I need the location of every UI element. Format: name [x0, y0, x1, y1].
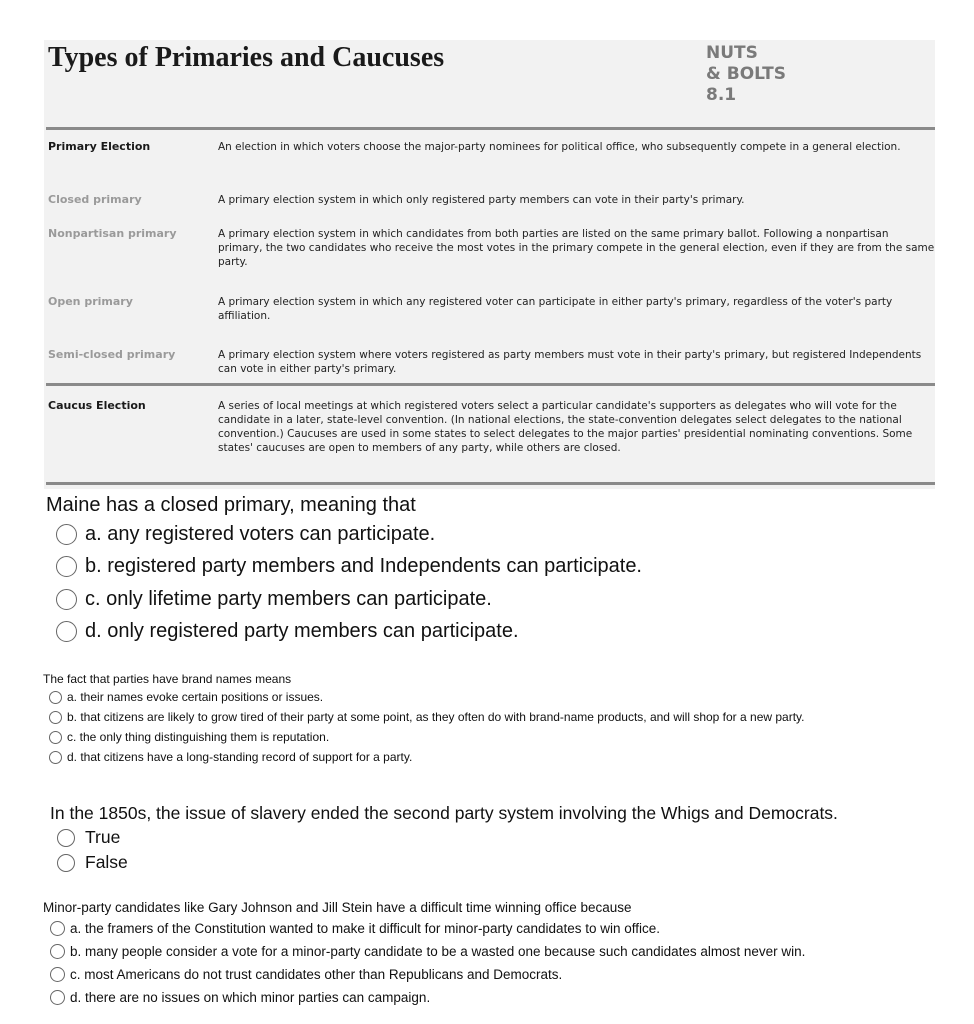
term-definition: An election in which voters choose the major-party nominees for political office, who subsequently compete in a general election. — [218, 141, 901, 153]
answer-option-c[interactable] — [43, 963, 805, 986]
term-label: Caucus Election — [48, 399, 146, 412]
option-label: a. their names evoke certain positions or issues. — [67, 690, 324, 704]
option-label: b. registered party members and Independents can participate. — [85, 555, 642, 578]
option-label: d. only registered party members can participate. — [85, 620, 519, 643]
answer-option-a[interactable] — [43, 917, 805, 940]
answer-option-b[interactable] — [43, 707, 804, 727]
divider — [46, 482, 935, 485]
nuts-bolts-badge — [706, 43, 786, 106]
answer-option-a[interactable] — [46, 518, 642, 551]
option-label: a. any registered voters can participate. — [85, 522, 436, 545]
badge-line: NUTS — [706, 43, 758, 63]
radio-button[interactable] — [56, 524, 77, 545]
badge-line: 8.1 — [706, 85, 737, 105]
question-4 — [43, 898, 805, 1009]
answer-option-b[interactable] — [43, 940, 805, 963]
badge-line: & BOLTS — [706, 64, 787, 84]
term-definition: A primary election system in which any registered voter can participate in either party's primary, regardless of the voter's party affiliation. — [218, 296, 893, 322]
option-label: c. most Americans do not trust candidates other than Republicans and Democrats. — [70, 967, 563, 982]
option-label: b. that citizens are likely to grow tired of their party at some point, as they often do with brand-name products, and will shop for a new party. — [67, 710, 805, 724]
option-label: c. the only thing distinguishing them is reputation. — [67, 730, 330, 744]
term-definition: A series of local meetings at which registered voters select a particular candidate's supporters as delegates who will vote for the candidate in a later, state-level convention. (In national elections, the state-convention delegates select delegates to the national convention.) Caucuses are used in some states to select delegates to the major parties' presidential nominating conventions. Some states' caucuses are open to members of any party, while others are closed. — [218, 400, 913, 454]
question-1 — [46, 492, 642, 648]
radio-button[interactable] — [49, 711, 62, 724]
option-label: d. there are no issues on which minor parties can campaign. — [70, 990, 431, 1005]
radio-button[interactable] — [50, 990, 65, 1005]
question-prompt: Minor-party candidates like Gary Johnson and Jill Stein have a difficult time winning office because — [43, 900, 632, 915]
divider — [46, 127, 935, 130]
radio-button[interactable] — [50, 967, 65, 982]
answer-option-d[interactable] — [43, 747, 804, 767]
term-label: Open primary — [48, 295, 133, 308]
radio-button[interactable] — [56, 621, 77, 642]
radio-button[interactable] — [57, 854, 75, 872]
divider — [46, 383, 935, 386]
term-label: Nonpartisan primary — [48, 227, 177, 240]
term-label: Closed primary — [48, 193, 142, 206]
question-prompt: In the 1850s, the issue of slavery ended the second party system involving the Whigs and Democrats. — [50, 803, 838, 823]
option-label: True — [85, 827, 121, 847]
box-title: Types of Primaries and Caucuses — [48, 42, 445, 73]
option-label: b. many people consider a vote for a minor-party candidate to be a wasted one because such candidates almost never win. — [70, 944, 806, 959]
radio-button[interactable] — [56, 589, 77, 610]
answer-option-d[interactable] — [43, 986, 805, 1009]
radio-button[interactable] — [49, 691, 62, 704]
question-prompt: The fact that parties have brand names means — [43, 672, 292, 686]
radio-button[interactable] — [50, 944, 65, 959]
answer-option-c[interactable] — [46, 583, 642, 616]
question-3 — [50, 801, 838, 875]
nuts-bolts-box — [44, 40, 935, 489]
radio-button[interactable] — [50, 921, 65, 936]
option-label: False — [85, 852, 128, 872]
answer-option-d[interactable] — [46, 616, 642, 649]
option-label: c. only lifetime party members can participate. — [85, 587, 492, 610]
answer-option-false[interactable] — [50, 850, 838, 875]
radio-button[interactable] — [57, 829, 75, 847]
term-definition: A primary election system in which candidates from both parties are listed on the same primary ballot. Following a nonpartisan primary, the two candidates who receive the most votes in the primary compete in the general election, even if they are from the same party. — [218, 228, 935, 268]
term-definition: A primary election system where voters registered as party members must vote in their party's primary, but registered Independents can vote in either party's primary. — [218, 349, 922, 375]
question-prompt: Maine has a closed primary, meaning that — [46, 494, 416, 516]
radio-button[interactable] — [56, 556, 77, 577]
term-label: Primary Election — [48, 140, 151, 153]
radio-button[interactable] — [49, 751, 62, 764]
answer-option-a[interactable] — [43, 687, 804, 707]
question-2 — [43, 671, 804, 767]
answer-option-b[interactable] — [46, 551, 642, 584]
option-label: a. the framers of the Constitution wanted to make it difficult for minor-party candidates to win office. — [70, 921, 661, 936]
term-definition: A primary election system in which only registered party members can vote in their party's primary. — [218, 194, 745, 206]
radio-button[interactable] — [49, 731, 62, 744]
option-label: d. that citizens have a long-standing record of support for a party. — [67, 750, 413, 764]
term-label: Semi-closed primary — [48, 348, 176, 361]
answer-option-true[interactable] — [50, 825, 838, 850]
answer-option-c[interactable] — [43, 727, 804, 747]
